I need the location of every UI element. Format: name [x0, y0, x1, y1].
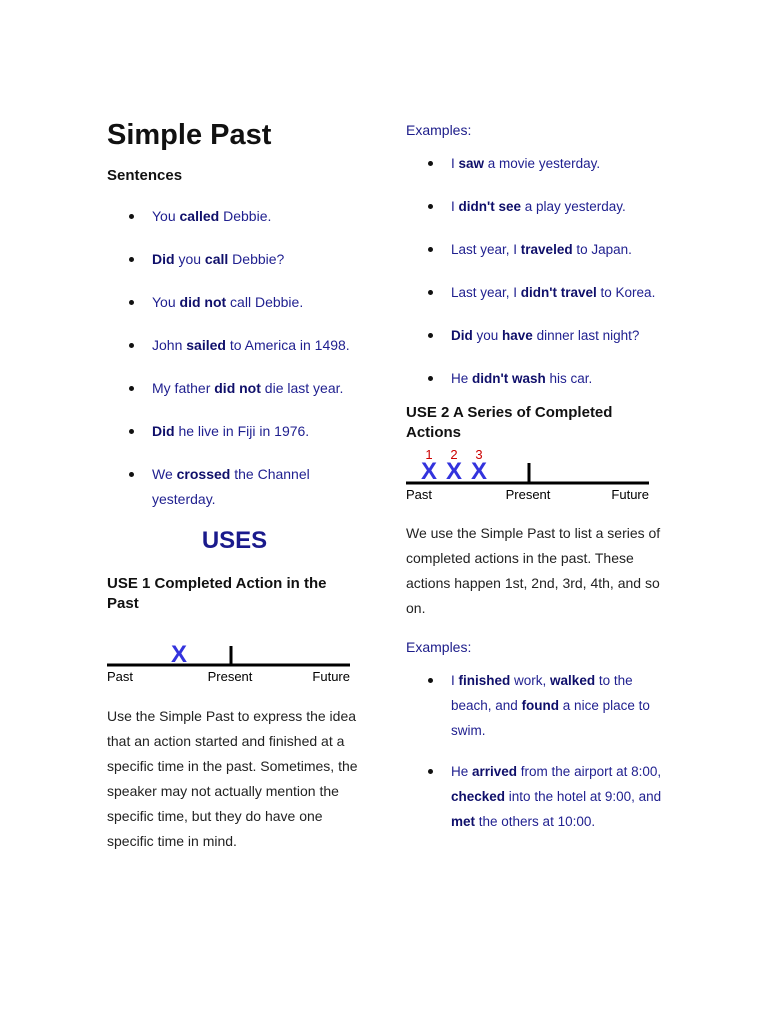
text-run: die last year. — [260, 380, 344, 396]
verb-phrase: did not — [179, 294, 227, 310]
list-item — [406, 323, 668, 348]
list-item — [406, 237, 668, 262]
verb-phrase: didn't travel — [520, 285, 597, 300]
text-run: into the hotel at 9:00, and — [505, 789, 662, 804]
text-run: his car. — [545, 371, 593, 386]
list-item — [107, 247, 362, 272]
verb-phrase: call — [204, 251, 229, 267]
text-run: You — [152, 294, 180, 310]
x-mark-3: X — [470, 458, 488, 485]
verb-phrase: sailed — [186, 337, 226, 353]
uses-heading: USES — [201, 527, 268, 554]
text-run: Last year, I — [451, 242, 521, 257]
examples-label-2: Examples: — [406, 639, 472, 655]
right-column — [406, 112, 668, 834]
sentences-heading: Sentences — [107, 167, 183, 184]
timeline-past-label: Past — [107, 669, 134, 684]
text-run: the others at 10:00. — [475, 814, 596, 829]
text-run: from the airport at 8:00, — [517, 764, 662, 779]
text-run: to the beach, and — [451, 673, 633, 713]
list-item — [107, 204, 362, 229]
page-title: Simple Past — [107, 119, 272, 151]
verb-phrase: Did — [152, 251, 175, 267]
timeline-future-label: Future — [312, 669, 350, 684]
verb-phrase: finished — [458, 673, 511, 688]
list-item — [107, 376, 362, 401]
use2-timeline — [406, 447, 668, 503]
verb-phrase: walked — [550, 673, 596, 688]
text-run: to Korea. — [596, 285, 656, 300]
verb-phrase: met — [451, 814, 476, 829]
left-column — [107, 112, 362, 854]
list-item — [406, 280, 668, 305]
use1-paragraph: Use the Simple Past to express the idea that an action started and finished at a specific time in the past. Sometimes, the speaker may not actually mention the specific time, but they do have one specific time in mind. — [107, 708, 358, 849]
list-item — [107, 333, 362, 358]
timeline-future-label: Future — [611, 487, 649, 502]
verb-phrase: called — [179, 208, 220, 224]
text-run: you — [472, 328, 503, 343]
use1-heading: USE 1 Completed Action in the Past — [107, 575, 327, 612]
list-item — [406, 194, 668, 219]
verb-phrase: Did — [451, 328, 473, 343]
text-run: the Channel yesterday. — [152, 466, 310, 507]
list-item — [107, 290, 362, 315]
number-1: 1 — [425, 447, 433, 462]
text-run: We — [152, 466, 177, 482]
text-run: I — [451, 199, 459, 214]
verb-phrase: crossed — [176, 466, 231, 482]
x-mark: X — [170, 641, 188, 668]
verb-phrase: saw — [458, 156, 485, 171]
verb-phrase: traveled — [520, 242, 573, 257]
list-item — [107, 419, 362, 444]
verb-phrase: Did — [152, 423, 175, 439]
text-run: dinner last night? — [532, 328, 640, 343]
text-run: a play yesterday. — [521, 199, 626, 214]
timeline-present-label: Present — [505, 487, 551, 502]
use1-timeline — [107, 624, 362, 686]
x-mark-2: X — [445, 458, 463, 485]
sentences-list — [107, 204, 362, 512]
text-run: call Debbie. — [226, 294, 304, 310]
examples-list-2 — [406, 668, 668, 834]
text-run: He — [451, 371, 473, 386]
text-run: you — [174, 251, 205, 267]
text-run: work, — [510, 673, 551, 688]
list-item — [107, 462, 362, 512]
verb-phrase: arrived — [472, 764, 518, 779]
text-run: a nice place to swim. — [451, 698, 650, 738]
text-run: Debbie. — [219, 208, 272, 224]
text-run: I — [451, 156, 459, 171]
timeline-past-label: Past — [406, 487, 433, 502]
list-item — [406, 759, 668, 834]
text-run: He — [451, 764, 473, 779]
text-run: he live in Fiji in 1976. — [174, 423, 310, 439]
examples-label-1: Examples: — [406, 122, 472, 138]
text-run: Debbie? — [228, 251, 285, 267]
text-run: My father — [152, 380, 215, 396]
text-run: to Japan. — [572, 242, 632, 257]
text-run: Last year, I — [451, 285, 521, 300]
text-run: I — [451, 673, 459, 688]
verb-phrase: did not — [214, 380, 261, 396]
text-run: You — [152, 208, 180, 224]
examples-list-1 — [406, 151, 668, 391]
list-item — [406, 366, 668, 391]
text-run: a movie yesterday. — [484, 156, 601, 171]
verb-phrase: didn't see — [458, 199, 521, 214]
verb-phrase: checked — [451, 789, 506, 804]
text-run: to America in 1498. — [225, 337, 350, 353]
list-item — [406, 151, 668, 176]
timeline-present-label: Present — [207, 669, 253, 684]
use2-paragraph: We use the Simple Past to list a series of completed actions in the past. These actions happen 1st, 2nd, 3rd, 4th, and so on. — [406, 525, 661, 616]
verb-phrase: found — [521, 698, 560, 713]
verb-phrase: have — [502, 328, 533, 343]
use2-heading: USE 2 A Series of Completed Actions — [406, 404, 613, 441]
list-item — [406, 668, 668, 743]
verb-phrase: didn't wash — [472, 371, 546, 386]
number-3: 3 — [475, 447, 483, 462]
text-run: John — [152, 337, 187, 353]
number-2: 2 — [450, 447, 458, 462]
x-mark-1: X — [420, 458, 438, 485]
